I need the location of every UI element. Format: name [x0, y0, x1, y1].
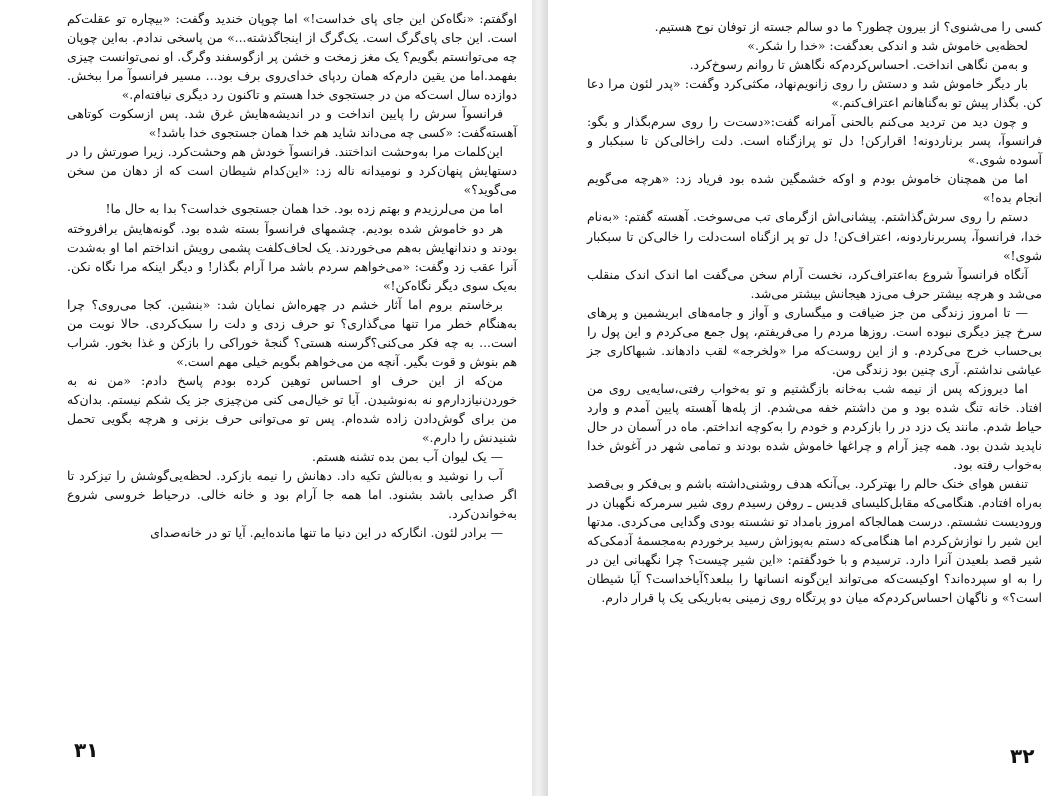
book-gutter	[532, 0, 548, 796]
page-number: ۳۲	[1010, 744, 1035, 768]
page-number: ۳۱	[74, 738, 99, 762]
paragraph: لحظه‌یی خاموش شد و اندکی بعدگفت: «خدا را شکر.»	[747, 38, 1028, 54]
paragraph: این‌کلمات مرا به‌وحشت انداختند. فرانسوآ خودش هم وحشت‌کرد. زیرا صورتش را در دستهایش پنهان‌کرد و نومیدانه ناله زد: «این‌کدام شیطان است که از دهان من سخن می‌گوید؟»	[67, 144, 517, 198]
paragraph: — برادر لئون. انگارکه در این دنیا ما تنها مانده‌ایم. آیا تو در خانه‌صدای	[150, 525, 503, 541]
paragraph: — تا امروز زندگی من جز ضیافت و میگساری و آواز و جامه‌های ابریشمین و پرهای سرخ چیز دیگری نبوده است. روزها مردم را می‌فریفتم، پول جمع می‌کردم و این پول را بی‌حساب خرج می‌کردم. و از این روست‌که مرا «ولخرجه» لقب دادهاند. شبهاکاری جز عیاشی نداشتم. آری چنین بود زندگی من.	[587, 304, 1042, 377]
right-page	[548, 0, 1060, 796]
paragraph: آب را نوشید و به‌بالش تکیه داد. دهانش را نیمه بازکرد. لحظه‌یی‌گوشش را تیزکرد تا اگر صدایی باشد بشنود. اما همه جا آرام بود و خانه خالی. درحیاط خروسی شروع به‌خواندن‌کرد.	[67, 468, 517, 522]
left-page-text	[67, 9, 517, 542]
paragraph: اما دیروز‌که پس از نیمه شب به‌خانه بازگشتیم و تو به‌خواب رفتی،سایه‌یی روی من افتاد. خانه تنگ شده بود و من داشتم خفه می‌شدم. از پله‌ها آهسته پایین آمدم و وارد حیاط شدم. مانند یک دزد در را بازکردم و خودم را به‌کوچه انداختم. ماه در آسمان در حال ناپدید شدن بود. همه چیز آرام و چراغها خاموش شده بودند و تمامی شهر در آغوش خدا به‌خواب رفته بود.	[587, 380, 1042, 473]
paragraph: برخاستم بروم اما آثار خشم در چهره‌اش نمایان شد: «بنشین. کجا می‌روی؟ چرا به‌هنگام خطر مرا تنها می‌گذاری؟ تو حرف زدی و دلت را سبک‌کردی. حالا نوبت من است... به چه فکر می‌کنی؟گرسنه هستی؟ گنجۀ خوراکی را بازکن و غذا بخور. شراب هم بنوش و قوت بگیر. آنچه من می‌خواهم بگویم خیلی مهم است.»	[67, 296, 517, 369]
paragraph: آنگاه فرانسوآ شروع به‌اعتراف‌کرد، نخست آرام سخن می‌گفت اما اندک اندک منقلب می‌شد و هرچه بیشتر حرف می‌زد هیجانش بیشتر می‌شد.	[587, 266, 1042, 301]
paragraph: — یک لیوان آب بمن بده تشنه هستم.	[312, 449, 503, 465]
paragraph: دستم را روی سرش‌گذاشتم. پیشانی‌اش ازگرمای تب می‌سوخت. آهسته گفتم: «به‌نام خدا، فرانسوآ، پسربرناردونه، اعتراف‌کن! دل تو پر ازگناه است‌دلت را خالی‌کن تا سبکبار شوی!»	[587, 209, 1042, 263]
right-page-text	[587, 17, 1042, 607]
paragraph: اما من می‌لرزیدم و بهتم زده بود. خدا همان جستجوی خداست؟ بدا به حال ما!	[105, 201, 503, 217]
paragraph: من‌که از این حرف او احساس توهین کرده بودم پاسخ دادم: «من نه به خوردن‌نیازدارم‌و نه به‌نوشیدن. آیا تو خیال‌می کنی من‌چیزی جز یک شکم نیستم. بدان‌که من برای گوش‌دادن زاده شده‌ام. پس تو می‌توانی حرف بزنی و هرچه بگویی تحمل شنیدنش را دارم.»	[67, 372, 517, 446]
paragraph: و به‌من نگاهی انداخت. احساس‌کردم‌که نگاهش تا روانم رسوخ‌کرد.	[689, 57, 1028, 73]
paragraph: اما من همچنان خاموش بودم و او‌که خشمگین شده بود فریاد زد: «هرچه می‌گویم انجام بده!»	[587, 171, 1042, 206]
paragraph: اوگفتم: «نگاه‌کن این جای پای خداست!» اما چوپان خندید وگفت: «بیچاره تو عقلت‌کم است. این جای پای‌گرگ است. یک‌گرگ از اینجاگذشته...» من پاسخی ندادم. به‌این چوپان چه می‌توانستم بگویم؟ یک مغز زمخت و خشن پر ازگوسفند وگرگ. او نمی‌توانست چیزی بفهمد.اما من یقین دارم‌که همان ردپای خدای‌روی برف بود... مسیر فرانسوآ مرا ببخش. دوازده سال است‌که من در جستجوی خدا هستم و تاکنون رد دیگری نیافته‌ام.»	[67, 11, 517, 103]
paragraph: بار دیگر خاموش شد و دستش را روی زانویم‌نهاد، مکثی‌کرد وگفت: «پدر لئون مرا دعا کن. بگذار پیش تو به‌گناهانم اعتراف‌کنم.»	[587, 76, 1042, 111]
paragraph: هر دو خاموش شده بودیم. چشمهای فرانسوآ بسته شده بود. گونه‌هایش برافروخته بودند و دندانهایش به‌هم می‌خوردند. یک لحاف‌کلفت پشمی رویش انداختم اما او به‌شدت آنرا عقب زد وگفت: «می‌خواهم سردم باشد مرا آرام بگذار! و دیگر اینکه مرا نگاه نکن. به‌یک سوی دیگر نگاه‌کن!»	[67, 220, 517, 293]
paragraph: فرانسوآ سرش را پایین انداخت و در اندیشه‌هایش غرق شد. پس ازسکوت کوتاهی آهسته‌گفت: «کسی چه می‌داند شاید هم خدا همان جستجوی خدا باشد!»	[67, 106, 517, 141]
paragraph: تنفس هوای خنک حالم را بهترکرد. بی‌آنکه هدف روشنی‌داشته باشم و بی‌فکر و بی‌قصد به‌راه افتادم. هنگامی‌که مقابل‌کلیسای قدیس ـ روفن رسیدم روی شیر سرمرکه نگهبان در ورودیست نشستم. درست همالجاکه امروز بامداد تو نشسته بودی وگدایی می‌کردی. مدتها این شیر را نوازش‌کردم اما هنگامی‌که دستم به‌پوزاش رسید برخوردم به‌مجسمۀ آدمکی‌که شیر قصد بلعیدن آنرا دارد. ترسیدم و با خودگفتم: «این شیر چیست؟ چرا نگهبانی این در را به او سپرده‌اند؟ او‌کیست‌که می‌تواند این‌گونه انسانها را ببلعد؟آیا‌خداست؟ آیا شیطان است؟» و ناگهان احساس‌کردم‌که میان دو پرتگاه روی زمینی به‌باریکی یک پا قرار دارم.	[587, 476, 1042, 606]
paragraph: و چون دید من تردید می‌کنم بالحنی آمرانه گفت:«دست‌ت را روی سرم‌بگذار و بگو: فرانسوآ، پسر برناردونه! اقرارکن! دل تو پرازگناه است. دلت راخالی‌کن تا سبکبار و آسوده شوی.»	[587, 114, 1042, 168]
paragraph: کسی را می‌شنوی؟ از بیرون چطور؟ ما دو سالم جسته از توفان نوح هستیم.	[654, 19, 1042, 34]
